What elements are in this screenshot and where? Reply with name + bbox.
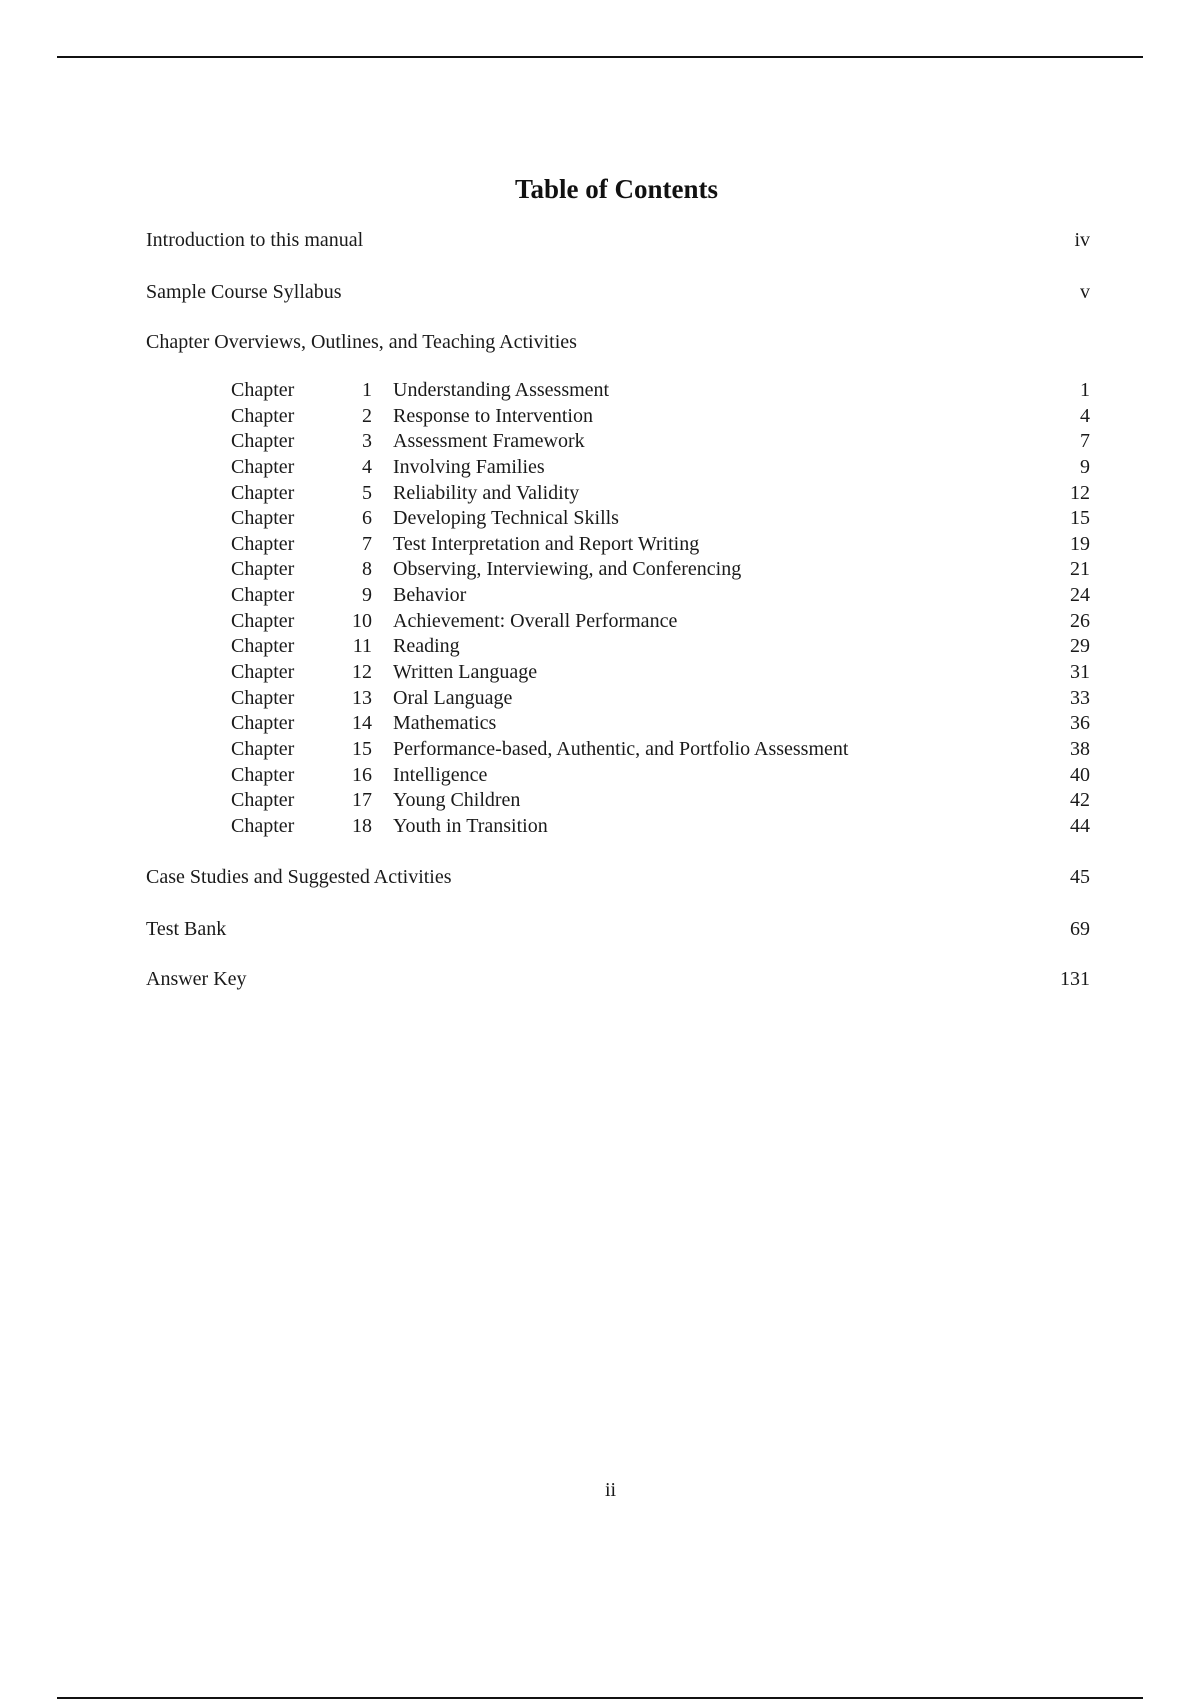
- top-rule: [57, 56, 1143, 58]
- toc-entry-page: 69: [1070, 918, 1090, 940]
- chapter-title: Reliability and Validity: [393, 481, 580, 504]
- chapter-word: Chapter: [231, 609, 295, 632]
- chapter-row[interactable]: [0, 556, 1200, 582]
- chapter-title: Written Language: [393, 661, 538, 684]
- toc-section-label: Chapter Overviews, Outlines, and Teaching Activities: [146, 331, 577, 353]
- chapter-title: Test Interpretation and Report Writing: [393, 532, 700, 555]
- chapter-word: Chapter: [231, 789, 295, 812]
- toc-entry-label: Sample Course Syllabus: [146, 281, 342, 303]
- page-title: Table of Contents: [514, 174, 719, 204]
- chapter-number: 12: [352, 661, 372, 684]
- chapter-page: 15: [1070, 507, 1090, 530]
- chapter-number: 13: [352, 686, 372, 709]
- chapter-page: 24: [1070, 584, 1090, 607]
- chapter-word: Chapter: [231, 635, 295, 658]
- chapter-row[interactable]: [0, 428, 1200, 454]
- chapter-row[interactable]: [0, 608, 1200, 634]
- chapter-list: [0, 377, 1200, 839]
- chapter-page: 36: [1070, 712, 1090, 735]
- chapter-number: 8: [362, 558, 372, 581]
- chapter-word: Chapter: [231, 661, 295, 684]
- chapter-row[interactable]: [0, 582, 1200, 608]
- toc-entry-page: 45: [1070, 866, 1090, 888]
- chapter-page: 19: [1070, 532, 1090, 555]
- chapter-row[interactable]: [0, 633, 1200, 659]
- chapter-number: 2: [362, 404, 372, 427]
- chapter-word: Chapter: [231, 584, 295, 607]
- chapter-page: 44: [1070, 814, 1090, 837]
- chapter-word: Chapter: [231, 481, 295, 504]
- chapter-page: 40: [1070, 763, 1090, 786]
- chapter-row[interactable]: [0, 762, 1200, 788]
- chapter-page: 38: [1070, 737, 1090, 760]
- chapter-word: Chapter: [231, 507, 295, 530]
- chapter-word: Chapter: [231, 686, 295, 709]
- chapter-title: Mathematics: [393, 712, 497, 735]
- chapter-word: Chapter: [231, 558, 295, 581]
- chapter-number: 16: [352, 763, 372, 786]
- chapter-title: Response to Intervention: [393, 404, 593, 427]
- chapter-number: 9: [362, 584, 372, 607]
- chapter-word: Chapter: [231, 379, 295, 401]
- chapter-title: Youth in Transition: [393, 814, 548, 837]
- chapter-title: Performance-based, Authentic, and Portfolio Assessment: [393, 737, 849, 760]
- chapter-title: Young Children: [393, 789, 521, 812]
- toc-entry-label: Introduction to this manual: [146, 229, 364, 251]
- chapter-word: Chapter: [231, 404, 295, 427]
- chapter-word: Chapter: [231, 737, 295, 760]
- toc-entry-label: Test Bank: [146, 918, 227, 940]
- chapter-title: Understanding Assessment: [393, 379, 610, 401]
- chapter-page: 26: [1070, 609, 1090, 632]
- toc-entry-label: Case Studies and Suggested Activities: [146, 866, 452, 888]
- chapter-title: Reading: [393, 635, 460, 658]
- chapter-word: Chapter: [231, 430, 295, 453]
- page-number: ii: [604, 1479, 617, 1501]
- chapter-row[interactable]: [0, 531, 1200, 557]
- toc-entry-page: v: [1080, 281, 1090, 303]
- toc-entry-page: iv: [1074, 229, 1090, 251]
- chapter-page: 21: [1070, 558, 1090, 581]
- chapter-page: 31: [1070, 661, 1090, 684]
- chapter-number: 6: [362, 507, 372, 530]
- chapter-row[interactable]: [0, 813, 1200, 839]
- chapter-row[interactable]: [0, 480, 1200, 506]
- chapter-number: 1: [362, 379, 372, 401]
- chapter-page: 12: [1070, 481, 1090, 504]
- chapter-number: 18: [352, 814, 372, 837]
- chapter-page: 7: [1080, 430, 1090, 453]
- chapter-word: Chapter: [231, 814, 295, 837]
- chapter-word: Chapter: [231, 455, 295, 478]
- chapter-number: 3: [362, 430, 372, 453]
- chapter-row[interactable]: [0, 377, 1200, 403]
- chapter-number: 4: [362, 455, 372, 478]
- chapter-row[interactable]: [0, 403, 1200, 429]
- chapter-row[interactable]: [0, 454, 1200, 480]
- chapter-word: Chapter: [231, 712, 295, 735]
- chapter-row[interactable]: [0, 736, 1200, 762]
- chapter-number: 10: [352, 609, 372, 632]
- chapter-title: Observing, Interviewing, and Conferencing: [393, 558, 742, 581]
- chapter-title: Oral Language: [393, 686, 513, 709]
- chapter-row[interactable]: [0, 710, 1200, 736]
- toc-entry-label: Answer Key: [146, 968, 247, 990]
- chapter-row[interactable]: [0, 685, 1200, 711]
- chapter-title: Developing Technical Skills: [393, 507, 619, 530]
- chapter-page: 4: [1080, 404, 1090, 427]
- chapter-page: 33: [1070, 686, 1090, 709]
- chapter-row[interactable]: [0, 659, 1200, 685]
- chapter-page: 29: [1070, 635, 1090, 658]
- chapter-number: 5: [362, 481, 372, 504]
- chapter-page: 1: [1080, 379, 1090, 401]
- chapter-number: 15: [352, 737, 372, 760]
- chapter-number: 14: [352, 712, 372, 735]
- chapter-number: 11: [352, 635, 372, 658]
- bottom-rule: [57, 1697, 1143, 1699]
- chapter-title: Involving Families: [393, 455, 545, 478]
- chapter-word: Chapter: [231, 532, 295, 555]
- toc-entry-page: 131: [1060, 968, 1090, 990]
- chapter-word: Chapter: [231, 763, 295, 786]
- chapter-page: 42: [1070, 789, 1090, 812]
- chapter-title: Intelligence: [393, 763, 488, 786]
- chapter-row[interactable]: [0, 787, 1200, 813]
- chapter-row[interactable]: [0, 505, 1200, 531]
- chapter-title: Behavior: [393, 584, 467, 607]
- chapter-number: 7: [362, 532, 372, 555]
- chapter-page: 9: [1080, 455, 1090, 478]
- chapter-number: 17: [352, 789, 372, 812]
- chapter-title: Assessment Framework: [393, 430, 585, 453]
- chapter-title: Achievement: Overall Performance: [393, 609, 678, 632]
